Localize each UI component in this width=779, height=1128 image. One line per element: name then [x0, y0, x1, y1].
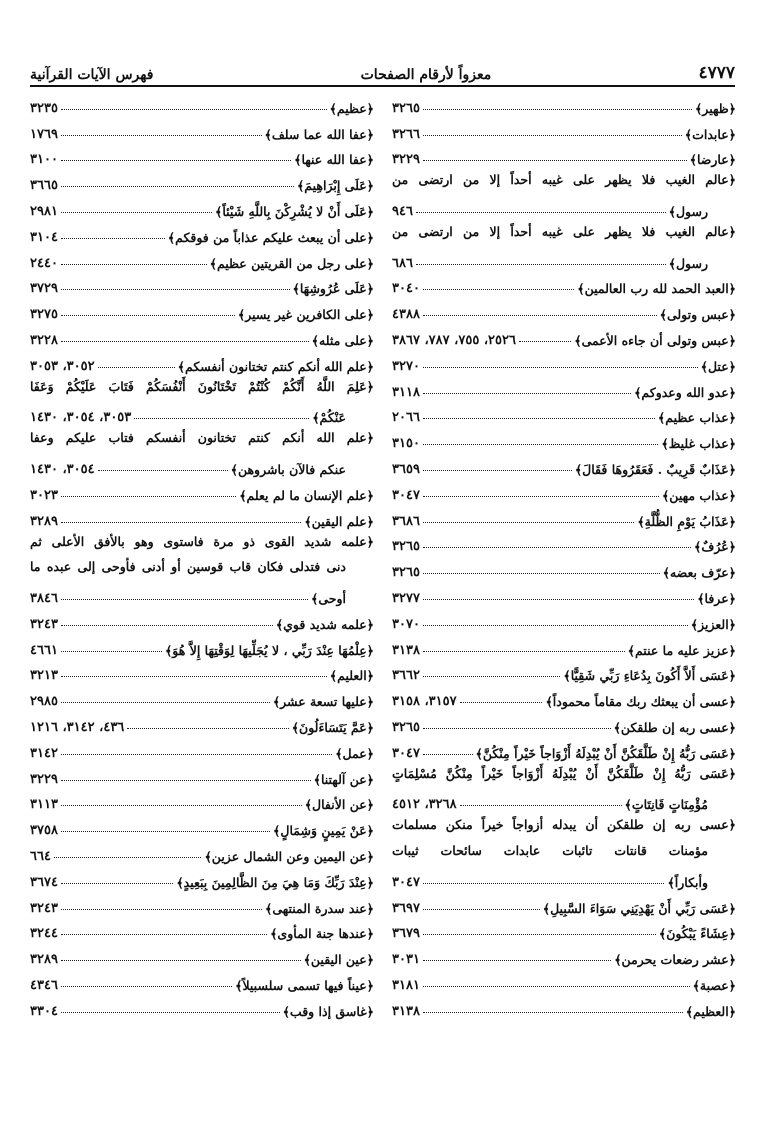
leader-dots	[423, 135, 682, 136]
page-reference: ٣٦٧٩	[392, 926, 420, 942]
verse-text: ﴿عَمَّ يَتَسَاءَلُونَ﴾	[291, 719, 374, 735]
leader-dots	[423, 934, 656, 935]
leader-dots	[423, 599, 694, 600]
page-reference: ٤٦٦١	[30, 642, 58, 658]
verse-text: ﴿عن آلهتنا﴾	[313, 771, 374, 787]
page-reference: ٣١١٣	[30, 797, 58, 813]
index-entry	[392, 864, 736, 890]
page-reference: ٣٢٢٩	[30, 771, 58, 787]
verse-text: عنكم فالآن باشروهن﴾	[230, 461, 346, 477]
index-entry	[30, 142, 374, 168]
verse-text: ﴿علم اليقين﴾	[304, 513, 374, 529]
page-reference: ٣١٨١	[392, 977, 420, 993]
index-entry-continued: مؤمنات قانتات تائبات عابدات سائحات ثيبات	[392, 843, 708, 859]
leader-dots	[61, 883, 173, 884]
verse-text: ﴿عَسَى رَبُّهُ إِنْ طَلَّقَكُنَّ أَنْ يُبْدِلَهُ أَزْوَاجاً خَيْراً مِنْكُنَّ﴾	[475, 745, 736, 761]
index-entry	[30, 735, 374, 761]
page-reference: ٢٥٢٦، ٧٥٥، ٧٨٧، ٣٨٦٧	[392, 332, 516, 348]
leader-dots	[423, 625, 688, 626]
index-entry	[392, 271, 736, 297]
page-reference: ٣٢٢٩	[392, 152, 420, 168]
verse-text: ﴿عارضا﴾	[689, 152, 736, 168]
page-reference: ٣٢٦٥	[392, 539, 420, 555]
index-column-left	[30, 90, 374, 1019]
verse-text: رسول﴾	[668, 255, 708, 271]
page-reference: ٣٠٤٧	[392, 487, 420, 503]
verse-text: ﴿علم الله أنكم كنتم تختانون أنفسكم﴾	[177, 358, 374, 374]
leader-dots	[61, 135, 262, 136]
leader-dots	[423, 522, 634, 523]
index-column-right	[392, 90, 736, 1019]
verse-text: ﴿عسى أن يبعثك ربك مقاماً محموداً﴾	[545, 694, 736, 710]
index-entry	[392, 477, 736, 503]
page-reference: ٣٢٨٩	[30, 952, 58, 968]
verse-text: ﴿عليها تسعة عشر﴾	[272, 694, 374, 710]
verse-text: ﴿عند سدرة المنتهى﴾	[265, 900, 374, 916]
page-reference: ٦٦٤	[30, 848, 51, 864]
leader-dots	[61, 780, 311, 781]
index-entry	[392, 348, 736, 374]
index-entry	[30, 245, 374, 271]
index-entry	[392, 245, 736, 271]
index-entry	[30, 477, 374, 503]
leader-dots	[423, 547, 691, 548]
page-reference: ٣١٠٠	[30, 152, 58, 168]
index-entry	[30, 116, 374, 142]
leader-dots	[423, 728, 611, 729]
leader-dots	[423, 986, 690, 987]
index-entry	[392, 503, 736, 529]
leader-dots	[460, 805, 622, 806]
leader-dots	[61, 625, 273, 626]
page-reference: ٤٣٨٨	[392, 307, 420, 323]
index-entry-continued: ﴿علم الله أنكم كنتم تختانون أنفسكم فتاب عليكم وعفا	[30, 430, 374, 446]
page-reference: ٢٠٦٦	[392, 410, 420, 426]
index-entry	[30, 193, 374, 219]
page-reference: ٣٠٣١	[392, 952, 420, 968]
page-reference: ٣٨٤٦	[30, 590, 58, 606]
leader-dots	[423, 651, 625, 652]
index-entry	[392, 425, 736, 451]
verse-text: ﴿عزيز عليه ما عنتم﴾	[627, 642, 736, 658]
index-entry-continued: دنى فتدلى فكان قاب قوسين أو أدنى فأوحى إلى عبده ما	[30, 559, 346, 575]
verse-text: ﴿عَلَى عُرُوشِهَا﴾	[292, 281, 374, 297]
index-entry	[392, 709, 736, 735]
leader-dots	[127, 728, 288, 729]
leader-dots	[61, 289, 290, 290]
index-entry	[30, 838, 374, 864]
index-entry	[392, 941, 736, 967]
leader-dots	[61, 599, 308, 600]
header-rule	[30, 85, 735, 87]
page-reference: ٣٢٦٥	[392, 100, 420, 116]
page-reference: ٣٠٤٧	[392, 874, 420, 890]
verse-text: ﴿عمل﴾	[335, 745, 374, 761]
page-number: ٤٧٧٧	[698, 63, 735, 83]
index-entry	[392, 90, 736, 116]
verse-text: ﴿عندها جنة المأوى﴾	[270, 926, 374, 942]
verse-text: ﴿العظيم﴾	[685, 1003, 736, 1019]
index-entry	[30, 167, 374, 193]
page-reference: ٣٠٥٣، ٣٠٥٤، ١٤٣٠	[30, 410, 132, 426]
verse-text: وأبكاراً﴾	[667, 874, 708, 890]
verse-text: ﴿عرفا﴾	[697, 590, 736, 606]
page-reference: ٣٦٩٧	[392, 900, 420, 916]
page-reference: ٣٦٥٩	[392, 461, 420, 477]
index-entry	[30, 864, 374, 890]
index-entry	[30, 271, 374, 297]
leader-dots	[416, 264, 666, 265]
verse-text: ﴿عِشَاءً يَبْكُونَ﴾	[658, 926, 736, 942]
index-entry	[392, 554, 736, 580]
leader-dots	[61, 315, 235, 316]
leader-dots	[98, 470, 228, 471]
verse-text: رسول﴾	[668, 203, 708, 219]
index-entry	[392, 529, 736, 555]
leader-dots	[61, 109, 327, 110]
leader-dots	[61, 960, 301, 961]
verse-text: ﴿العزيز﴾	[690, 616, 736, 632]
page-reference: ٣٢٤٣	[30, 616, 58, 632]
index-entry	[392, 632, 736, 658]
verse-text: ﴿عَنْ يَمِينٍ وَشِمَالٍ﴾	[273, 823, 374, 839]
leader-dots	[423, 676, 560, 677]
page-reference: ٢٩٨٥	[30, 694, 58, 710]
index-entry	[30, 400, 374, 426]
section-title: فهرس الآيات القرآنية	[30, 67, 154, 83]
page-reference: ٣٢٦٨، ٤٥١٢	[392, 797, 457, 813]
index-entry-continued: ﴿عالم الغيب فلا يظهر على غيبه أحداً إلا من ارتضى من	[392, 172, 736, 188]
verse-text: ﴿عن الأنفال﴾	[304, 797, 374, 813]
page-reference: ٣٣٠٤	[30, 1003, 58, 1019]
leader-dots	[134, 418, 309, 419]
leader-dots	[61, 522, 301, 523]
index-entry-continued: ﴿علمه شديد القوى ذو مرة فاستوى وهو بالأفق الأعلى ثم	[30, 533, 374, 549]
index-entry	[30, 658, 374, 684]
page-reference: ٣٠٥٤، ١٤٣٠	[30, 461, 95, 477]
leader-dots	[61, 186, 294, 187]
leader-dots	[423, 315, 657, 316]
verse-text: عَنْكُمْ﴾	[312, 410, 346, 426]
verse-text: ﴿ظهير﴾	[694, 100, 736, 116]
verse-text: ﴿عَسَى أَلاَّ أَكُونَ بِدُعَاءِ رَبِّي شَقِيًّا﴾	[563, 668, 736, 684]
page-reference: ٣٢٦٥	[392, 719, 420, 735]
center-title: معزواً لأرقام الصفحات	[360, 67, 492, 83]
page-reference: ٣٢٣٥	[30, 100, 58, 116]
index-entry-continued: ﴿عَلِمَ اللَّهُ أَنَّكُمْ كُنْتُمْ تَخْتَانُونَ أَنْفُسَكُمْ فَتَابَ عَلَيْكُمْ وَعَفَا	[30, 378, 374, 394]
verse-text: ﴿عذاب غليظ﴾	[661, 436, 736, 452]
verse-text: ﴿عتل﴾	[700, 358, 736, 374]
page-reference: ٣٧٢٩	[30, 281, 58, 297]
index-entry	[30, 916, 374, 942]
page-reference: ٣٠٤٠	[392, 281, 420, 297]
verse-text: ﴿عَسَى رَبِّي أَنْ يَهْدِيَنِي سَوَاءَ السَّبِيلِ﴾	[542, 900, 736, 916]
verse-text: ﴿عظيم﴾	[329, 100, 374, 116]
index-entry	[30, 993, 374, 1019]
leader-dots	[423, 573, 660, 574]
verse-text: ﴿عَذَابٌ قَرِيبٌ . فَعَقَرُوهَا فَقَالَ﴾	[574, 461, 736, 477]
page-reference: ٣٢٤٤	[30, 926, 58, 942]
verse-text: ﴿عبس وتولى﴾	[659, 307, 736, 323]
verse-text: ﴿عَلَى إِبْرَاهِيمَ﴾	[296, 178, 374, 194]
leader-dots	[423, 367, 698, 368]
index-entry	[392, 916, 736, 942]
leader-dots	[61, 264, 207, 265]
leader-dots	[460, 702, 543, 703]
verse-text: ﴿عذاب عظيم﴾	[657, 410, 736, 426]
index-entry	[392, 683, 736, 709]
leader-dots	[423, 909, 540, 910]
leader-dots	[61, 986, 232, 987]
page-reference: ٣١٥٠	[392, 436, 420, 452]
page-reference: ٣٠٢٣	[30, 487, 58, 503]
leader-dots	[61, 831, 270, 832]
verse-text: ﴿عن اليمين وعن الشمال عزين﴾	[204, 848, 374, 864]
index-entry-continued: ﴿عَسَى رَبُّهُ إِنْ طَلَّقَكُنَّ أَنْ يُبْدِلَهُ أَزْوَاجاً خَيْراً مِنْكُنَّ مُسْلِمَاتٍ	[392, 765, 736, 781]
leader-dots	[423, 109, 692, 110]
index-entry	[30, 219, 374, 245]
page-reference: ٣٦٦٥	[30, 178, 58, 194]
verse-text: ﴿العليم﴾	[329, 668, 374, 684]
index-entry	[392, 967, 736, 993]
verse-text: ﴿على رجل من القريتين عظيم﴾	[209, 255, 374, 271]
leader-dots	[61, 1012, 280, 1013]
index-entry	[30, 348, 374, 374]
verse-text: ﴿عدو الله وعدوكم﴾	[634, 384, 736, 400]
page-header	[30, 57, 735, 83]
index-entry	[392, 451, 736, 477]
leader-dots	[61, 754, 332, 755]
verse-text: ﴿عِلْمُهَا عِنْدَ رَبِّي ، لا يُجَلِّيهَا لِوَقْتِهَا إِلاَّ هُوَ﴾	[164, 642, 374, 658]
verse-text: ﴿عفا الله عنها﴾	[294, 152, 374, 168]
index-entry	[30, 580, 374, 606]
verse-text: ﴿عسى ربه إن طلقكن﴾	[613, 719, 736, 735]
page-reference: ٣٢٧٥	[30, 307, 58, 323]
index-entry	[30, 967, 374, 993]
page-reference: ٩٤٦	[392, 203, 413, 219]
leader-dots	[61, 238, 165, 239]
index-entry	[392, 580, 736, 606]
leader-dots	[61, 496, 236, 497]
page-reference: ٣٠٥٢، ٣٠٥٣	[30, 358, 95, 374]
leader-dots	[54, 857, 202, 858]
index-entry	[392, 296, 736, 322]
verse-text: أوحى﴾	[311, 590, 346, 606]
verse-text: ﴿العبد الحمد لله رب العالمين﴾	[577, 281, 736, 297]
page-reference: ٣٢٧٧	[392, 590, 420, 606]
index-entry	[392, 890, 736, 916]
leader-dots	[61, 212, 212, 213]
page-reference: ٣١٥٧، ٣١٥٨	[392, 694, 457, 710]
page-reference: ٣٢٤٣	[30, 900, 58, 916]
verse-text: ﴿عين اليقين﴾	[303, 952, 374, 968]
index-entry	[392, 374, 736, 400]
index-entry	[30, 890, 374, 916]
page-reference: ٢٤٤٠	[30, 255, 58, 271]
index-entry	[30, 632, 374, 658]
verse-text: ﴿عشر رضعات يحرمن﴾	[614, 952, 736, 968]
index-entry	[392, 658, 736, 684]
leader-dots	[519, 341, 571, 342]
page-reference: ٤٣٤٦	[30, 977, 58, 993]
page-reference: ٣٢٦٥	[392, 565, 420, 581]
leader-dots	[423, 1012, 683, 1013]
index-entry	[30, 761, 374, 787]
leader-dots	[423, 393, 631, 394]
index-entry	[30, 451, 374, 477]
index-entry	[30, 503, 374, 529]
leader-dots	[61, 805, 302, 806]
verse-text: ﴿عذاب مهين﴾	[661, 487, 736, 503]
page-reference: ٣٦٧٤	[30, 874, 58, 890]
index-entry	[30, 787, 374, 813]
page-reference: ٣١٤٢	[30, 745, 58, 761]
page-reference: ٣٢٢٨	[30, 332, 58, 348]
verse-text: ﴿على الكافرين غير يسير﴾	[237, 307, 374, 323]
index-entry	[392, 993, 736, 1019]
verse-text: ﴿عيناً فيها تسمى سلسبيلاً﴾	[235, 977, 374, 993]
leader-dots	[423, 960, 611, 961]
page-reference: ٣٧٥٨	[30, 823, 58, 839]
leader-dots	[61, 702, 270, 703]
index-entry	[392, 142, 736, 168]
page-reference: ٤٣٦، ٣١٤٢، ١٢١٦	[30, 719, 125, 735]
leader-dots	[61, 909, 262, 910]
page-reference: ١٧٦٩	[30, 126, 58, 142]
index-entry	[392, 735, 736, 761]
index-entry	[392, 787, 736, 813]
leader-dots	[423, 883, 665, 884]
index-entry	[30, 90, 374, 116]
leader-dots	[61, 341, 309, 342]
index-entry	[392, 322, 736, 348]
index-entry	[392, 400, 736, 426]
page-reference: ٣١٣٨	[392, 1003, 420, 1019]
verse-text: ﴿على مثله﴾	[311, 332, 374, 348]
page-reference: ٣٢٨٩	[30, 513, 58, 529]
verse-text: ﴿عرّف بعضه﴾	[662, 565, 736, 581]
leader-dots	[423, 289, 574, 290]
index-entry	[30, 941, 374, 967]
index-entry	[30, 709, 374, 735]
verse-text: ﴿عفا الله عما سلف﴾	[264, 126, 374, 142]
page-reference: ٢٩٨١	[30, 203, 58, 219]
index-entry	[30, 683, 374, 709]
leader-dots	[61, 676, 327, 677]
leader-dots	[423, 496, 659, 497]
page-reference: ٣٠٧٠	[392, 616, 420, 632]
verse-text: ﴿عبس وتولى أن جاءه الأعمى﴾	[574, 332, 736, 348]
leader-dots	[423, 160, 687, 161]
page-reference: ٣٠٤٧	[392, 745, 420, 761]
page-reference: ٣١١٨	[392, 384, 420, 400]
index-entry-continued: ﴿عسى ربه إن طلقكن أن يبدله أزواجاً خيراً منكن مسلمات	[392, 817, 736, 833]
verse-text: ﴿عُرُفٌ﴾	[694, 539, 736, 555]
leader-dots	[423, 418, 655, 419]
index-entry	[30, 296, 374, 322]
leader-dots	[423, 444, 658, 445]
leader-dots	[423, 754, 473, 755]
leader-dots	[61, 934, 267, 935]
page-reference: ٣٢٧٠	[392, 358, 420, 374]
verse-text: ﴿عَلَى أَنْ لا يُشْرِكْنَ بِاللَّهِ شَيْئاً﴾	[215, 203, 374, 219]
leader-dots	[416, 212, 666, 213]
page-reference: ٣١٠٤	[30, 229, 58, 245]
verse-text: ﴿عابدات﴾	[684, 126, 736, 142]
page-reference: ٣٢١٣	[30, 668, 58, 684]
page-reference: ٣٢٦٦	[392, 126, 420, 142]
verse-text: ﴿عَذَابُ يَوْمِ الظُّلَّةِ﴾	[637, 513, 736, 529]
index-entry	[30, 322, 374, 348]
leader-dots	[61, 651, 162, 652]
index-entry	[392, 193, 736, 219]
leader-dots	[423, 470, 572, 471]
page-reference: ٣٦٦٢	[392, 668, 420, 684]
index-entry	[392, 606, 736, 632]
index-entry-continued: ﴿عالم الغيب فلا يظهر على غيبه أحداً إلا من ارتضى من	[392, 223, 736, 239]
page-reference: ٣٦٨٦	[392, 513, 420, 529]
index-entry	[30, 606, 374, 632]
page-reference: ٣١٣٨	[392, 642, 420, 658]
leader-dots	[98, 367, 175, 368]
verse-text: ﴿عِنْدَ رَبِّكَ وَمَا هِيَ مِنَ الظَّالِمِينَ بِبَعِيدٍ﴾	[176, 874, 374, 890]
verse-text: ﴿علمه شديد قوي﴾	[275, 616, 374, 632]
verse-text: ﴿عصبة﴾	[692, 977, 736, 993]
index-entry	[30, 812, 374, 838]
verse-text: ﴿غاسق إذا وقب﴾	[282, 1003, 374, 1019]
leader-dots	[61, 160, 291, 161]
index-entry	[392, 116, 736, 142]
verse-text: مُؤْمِنَاتٍ قَانِتَاتٍ﴾	[624, 797, 708, 813]
verse-text: ﴿على أن يبعث عليكم عذاباً من فوقكم﴾	[167, 229, 374, 245]
page-reference: ٦٨٦	[392, 255, 413, 271]
verse-text: ﴿علم الإنسان ما لم يعلم﴾	[239, 487, 374, 503]
